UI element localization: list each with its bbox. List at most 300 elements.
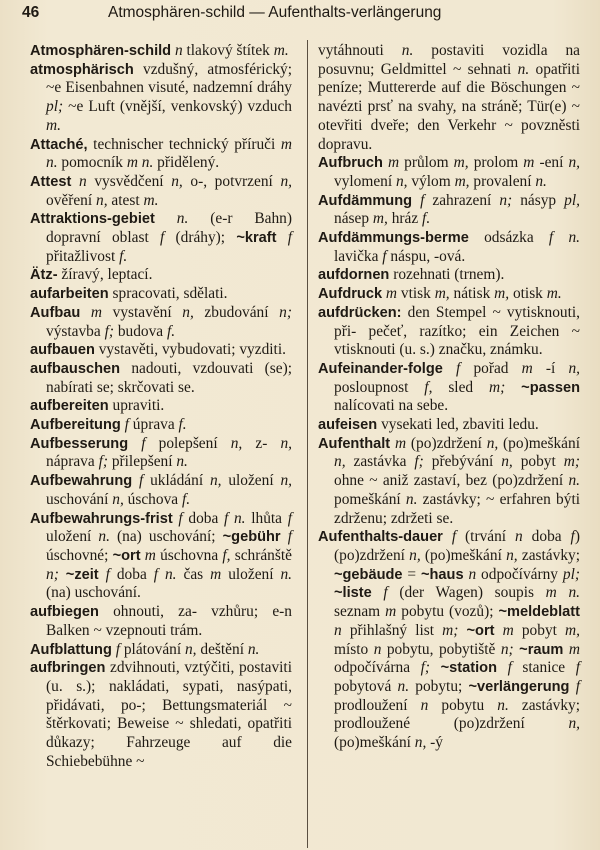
entry-text: tlakový štítek — [182, 42, 274, 59]
entry-text: postaviti vozidla na posuvnu; Geldmittel ~ sehnati — [318, 42, 580, 78]
entry-text — [497, 659, 508, 676]
grammar-label: f, — [222, 546, 231, 564]
dictionary-entry — [318, 360, 580, 416]
grammar-label: m, — [494, 285, 510, 303]
headword: ~ort — [112, 547, 141, 564]
entry-text: plátování — [120, 640, 185, 658]
dictionary-entry — [30, 341, 292, 360]
grammar-label: n, — [395, 172, 408, 190]
entry-text — [128, 435, 141, 452]
headword: aufbauschen — [30, 360, 121, 377]
entry-text: (na) uschování; — [109, 528, 223, 546]
entry-text: doba — [182, 509, 224, 527]
grammar-label: n. — [405, 490, 418, 508]
grammar-label: n. — [497, 696, 509, 714]
page-header — [22, 2, 586, 24]
entry-text — [281, 528, 288, 545]
grammar-label: n. — [517, 60, 530, 78]
dictionary-entry — [30, 266, 292, 285]
grammar-label: f — [451, 528, 457, 546]
grammar-label: f — [383, 584, 388, 602]
grammar-label: m n. — [46, 135, 292, 172]
entry-text: uložení — [46, 528, 99, 546]
headword: aufarbeiten — [30, 286, 109, 303]
dictionary-entry — [318, 285, 580, 304]
entry-text: odsázka — [468, 229, 549, 247]
entry-text: (e-r Bahn) dopravní oblast — [46, 210, 292, 247]
headword: aufbringen — [30, 660, 106, 677]
entry-text: úprava — [128, 416, 179, 434]
entry-text: zahrazení — [424, 191, 500, 209]
dictionary-entry — [30, 641, 292, 660]
entry-text: uložení — [221, 472, 281, 490]
grammar-label: m — [385, 603, 397, 621]
grammar-label: pl; — [562, 565, 580, 583]
grammar-label: f. — [166, 322, 176, 340]
entry-text: pobytu (vozů); — [396, 603, 499, 621]
grammar-label: n. — [176, 453, 188, 471]
entry-text — [443, 360, 456, 377]
grammar-label: f n. — [153, 565, 177, 583]
entry-text: -ení — [534, 154, 569, 172]
entry-text: o-, potvrzení — [182, 172, 281, 190]
entry-text: vysekati led, zbaviti ledu. — [377, 416, 539, 434]
headword: ~kraft — [236, 230, 277, 247]
grammar-label: n. — [401, 42, 414, 59]
grammar-label: f — [141, 434, 146, 452]
grammar-label: m — [523, 154, 535, 172]
entry-text: ohne ~ aniž zastaví, bez (po)zdržení — [334, 472, 569, 490]
dictionary-entry — [318, 304, 580, 360]
grammar-label: m, — [454, 172, 470, 190]
headword: Aufbewahrungs-frist — [30, 510, 173, 527]
entry-text: (na) uschování. — [46, 584, 141, 602]
entry-text — [372, 584, 384, 601]
entry-text: pobytu; — [409, 677, 469, 695]
entry-text: (po)meškání — [420, 546, 507, 564]
grammar-label: m — [394, 434, 407, 452]
entry-text: (dráhy); — [164, 229, 237, 247]
dictionary-entry — [30, 173, 292, 210]
grammar-label: n — [515, 528, 523, 546]
dictionary-entry — [30, 435, 292, 472]
entry-text: lavička — [334, 247, 383, 265]
entry-text: hráz — [387, 210, 423, 228]
grammar-label: n, — [112, 490, 124, 508]
grammar-label: pl; — [46, 98, 64, 116]
grammar-label: f; — [104, 322, 114, 340]
entry-text: (po)zdržení — [406, 434, 487, 452]
grammar-label: f — [507, 659, 512, 677]
entry-text: prodloužení — [334, 696, 421, 714]
grammar-label: m. — [143, 191, 159, 209]
grammar-label: n, — [414, 734, 427, 752]
headword: aufbereiten — [30, 398, 109, 415]
dictionary-entry — [30, 285, 292, 304]
headword: Attest — [30, 173, 72, 190]
grammar-label: n, — [568, 359, 580, 377]
entry-text: násyp — [512, 191, 565, 209]
dictionary-entry — [30, 510, 292, 604]
entry-text: ohnouti, za- vzhůru; e-n Balken ~ vzepnouti trám. — [46, 603, 292, 639]
grammar-label: n, — [486, 434, 499, 452]
entry-text: (po)meškání — [334, 734, 415, 752]
grammar-label: f — [575, 677, 580, 695]
grammar-label: m — [387, 154, 400, 172]
grammar-label: m. — [46, 116, 61, 134]
grammar-label: n, — [171, 172, 183, 190]
grammar-label: f — [575, 659, 580, 677]
headword: Aufeinander-folge — [318, 360, 443, 377]
grammar-label: n — [174, 42, 183, 59]
entry-text: (der Wagen) soupis — [387, 584, 546, 602]
headword: Attaché, — [30, 136, 88, 153]
headword: Aufbau — [30, 304, 81, 321]
entry-text: den Stempel ~ vytisknouti, při- pečeť, razítko; ein Zeichen ~ vtisknouti (u. s.) značku, známku. — [334, 303, 580, 359]
entry-text: vystavění — [102, 303, 183, 321]
headword: Aufblattung — [30, 641, 112, 658]
entry-text: budova — [113, 322, 167, 340]
grammar-label: f, — [424, 378, 433, 396]
grammar-label: f — [287, 229, 292, 247]
entry-text — [495, 622, 503, 639]
entry-text: pomocník — [57, 154, 127, 172]
grammar-label: f; — [414, 453, 424, 471]
grammar-label: m, — [434, 285, 450, 303]
grammar-label: n. — [397, 677, 410, 695]
headword: Aufenthalt — [318, 435, 391, 452]
grammar-label: f — [115, 640, 121, 658]
headword: Aufenthalts-dauer — [318, 529, 443, 546]
dictionary-entry — [318, 416, 580, 435]
dictionary-entry — [318, 154, 580, 191]
headword: Atmosphären-schild — [30, 43, 172, 59]
entry-text: doba — [522, 528, 571, 546]
entry-text: deštění — [196, 640, 248, 658]
grammar-label: f — [456, 359, 461, 377]
entry-text: zdvihnouti, vztýčiti, postaviti (u. s.); nakládati, sypati, nasýpati, přidávati, po-; Bettungsmateriál ~ štěrkovati; Beweise ~ shledati, opatřiti důkazy; Fahrzeuge auf die Schiebebühne ~ — [46, 659, 292, 770]
grammar-label: n. — [568, 472, 580, 490]
grammar-label: n. — [247, 640, 260, 658]
entry-text: zbudování — [193, 303, 280, 321]
grammar-label: f. — [422, 210, 431, 228]
headword: aufbiegen — [30, 604, 99, 621]
entry-text: spracovati, sdělati. — [108, 285, 228, 303]
entry-text: provalení — [469, 172, 536, 190]
entry-text: výstavba — [46, 322, 105, 340]
entry-text: atest — [107, 191, 144, 209]
grammar-label: pl, — [564, 191, 580, 209]
entry-text — [458, 622, 466, 639]
grammar-label: n, — [280, 434, 292, 452]
grammar-label: n — [420, 696, 429, 714]
left-column — [30, 42, 292, 771]
entry-text: nadouti, vzdouvati (se); nabírati se; skrčovati se. — [46, 359, 292, 396]
dictionary-entry — [318, 229, 580, 266]
right-column — [318, 42, 580, 753]
grammar-label: m. — [273, 42, 289, 59]
grammar-label: n. — [535, 172, 547, 190]
grammar-label: f — [124, 416, 129, 434]
grammar-label: m; — [442, 621, 459, 639]
grammar-label: n. — [98, 528, 110, 546]
entry-text: lhůta — [245, 509, 288, 527]
grammar-label: m — [210, 565, 222, 583]
grammar-label: m — [502, 621, 514, 639]
entry-text: polepšení — [145, 434, 231, 452]
grammar-label: n, — [280, 172, 292, 190]
grammar-label: m n. — [545, 584, 580, 602]
entry-text: přihlašný list — [341, 621, 443, 639]
headword: aufdornen — [318, 267, 390, 284]
entry-text: úschovné; — [46, 546, 113, 564]
grammar-label: m; — [489, 378, 506, 396]
entry-text: násep — [334, 210, 373, 228]
grammar-label: f; — [420, 659, 431, 677]
grammar-label: m — [144, 546, 156, 564]
entry-text: -í — [532, 359, 569, 377]
headword: ~passen — [521, 379, 580, 396]
entry-text — [155, 210, 177, 227]
grammar-label: f. — [178, 416, 187, 434]
headword: ~raum — [519, 641, 564, 658]
entry-text: vylomení — [334, 172, 396, 190]
grammar-label: n, — [182, 303, 194, 321]
dictionary-entry — [30, 61, 292, 136]
dictionary-entry — [318, 528, 580, 752]
grammar-label: m — [90, 303, 103, 321]
grammar-label: n, — [568, 154, 580, 172]
grammar-label: f — [178, 509, 183, 527]
dictionary-entry — [318, 192, 580, 229]
grammar-label: n, — [230, 434, 243, 452]
entry-text: sled — [432, 378, 490, 396]
dictionary-entry — [30, 210, 292, 266]
dictionary-entry — [30, 659, 292, 771]
grammar-label: n, — [184, 640, 197, 658]
grammar-label: n; — [46, 565, 59, 583]
entry-text: ukládání — [143, 472, 210, 490]
entry-text — [71, 173, 79, 190]
grammar-label: n; — [499, 191, 513, 209]
entry-text: pobytová — [334, 677, 398, 695]
grammar-label: n, — [409, 546, 421, 564]
entry-text: opatřiti peníze; Muttererde auf die Böschungen ~ navézti prsť na svahy, na stráně; Tür(e) ~ otevřiti dveře; den Verkehr ~ povzněsti dopravu. — [318, 60, 580, 153]
headword: Aufbruch — [318, 155, 383, 172]
entry-text: zastávky; ~ erfahren býti zdrženu; zdržeti se. — [334, 490, 580, 527]
headword: aufbauen — [30, 342, 95, 359]
entry-text: pobyt — [513, 621, 566, 639]
dictionary-entry — [30, 136, 292, 173]
dictionary-entry — [30, 397, 292, 416]
grammar-label: f. — [181, 490, 191, 508]
grammar-label: f — [159, 229, 165, 247]
entry-text — [412, 192, 420, 209]
headword: Aufdämmung — [318, 192, 413, 209]
entry-text: odpočívárna — [334, 659, 421, 677]
entry-text: zastávka — [345, 453, 415, 471]
headword: Ätz- — [30, 267, 58, 284]
entry-text: doba — [109, 565, 154, 583]
entry-text: vysvědčení — [86, 172, 172, 190]
headword: atmosphärisch — [30, 61, 134, 78]
entry-text: úschova — [123, 490, 182, 508]
entry-text: stanice — [511, 659, 576, 677]
entry-text: odpočívárny — [476, 565, 563, 583]
entry-text: přitažlivost — [46, 247, 120, 265]
entry-text: přilepšení — [107, 453, 177, 471]
page-number: 46 — [22, 4, 40, 21]
entry-text: náspu, -ová. — [386, 247, 466, 265]
headword: Attraktions-gebiet — [30, 211, 155, 228]
entry-text: náprava — [46, 453, 99, 471]
grammar-label: n, — [209, 472, 222, 490]
grammar-label: f — [570, 528, 575, 546]
dictionary-entry — [30, 304, 292, 341]
headword: ~zeit — [65, 566, 99, 583]
grammar-label: f — [224, 509, 229, 527]
grammar-label: n, — [334, 453, 346, 471]
entry-text: přidělený. — [153, 154, 220, 172]
grammar-label: m — [521, 359, 533, 377]
grammar-label: m n. — [126, 154, 154, 172]
entry-text: (po)meškání — [498, 434, 580, 452]
entry-text: uložení — [221, 565, 281, 583]
grammar-label: m. — [546, 285, 562, 303]
entry-text: -ý — [426, 734, 443, 752]
dictionary-entry — [318, 42, 580, 154]
dictionary-entry — [318, 266, 580, 285]
entry-text: seznam — [334, 603, 386, 621]
headword: aufdrücken: — [318, 304, 402, 321]
headword: ~verlängerung — [468, 678, 570, 695]
entry-text: nátisk — [449, 285, 495, 303]
grammar-label: n. — [176, 210, 189, 228]
grammar-label: n — [79, 172, 87, 190]
entry-text: zastávky; — [517, 546, 580, 564]
headword: Aufbesserung — [30, 435, 129, 452]
dictionary-entry — [30, 360, 292, 397]
entry-text: = — [402, 565, 421, 583]
entry-text: (trvání — [456, 528, 516, 546]
entry-text: vtisk — [397, 285, 435, 303]
grammar-label: f — [382, 247, 387, 265]
grammar-label: f — [139, 472, 144, 490]
entry-text: pomeškání — [334, 490, 406, 508]
entry-text — [430, 659, 441, 676]
entry-text: místo — [334, 640, 374, 658]
entry-text — [80, 304, 91, 321]
entry-text: schránště — [230, 546, 292, 564]
headword: ~meldeblatt — [498, 604, 580, 621]
entry-text: technischer technický příruči — [87, 135, 281, 153]
headword: Aufdämmungs-berme — [318, 230, 469, 247]
grammar-label: n. — [280, 565, 292, 583]
entry-text — [505, 379, 521, 396]
grammar-label: m, — [453, 154, 469, 172]
grammar-label: m, — [372, 210, 388, 228]
entry-text: úschovna — [155, 546, 223, 564]
headword: ~gebäude — [334, 566, 403, 583]
entry-text: nalícovati na sebe. — [334, 397, 449, 415]
grammar-label: m — [568, 640, 580, 658]
headword: ~haus — [420, 566, 464, 583]
dictionary-entry — [30, 603, 292, 640]
grammar-label: f — [420, 191, 425, 209]
grammar-label: f n. — [548, 229, 580, 247]
entry-text: vystavěti, vybudovati; vyzditi. — [94, 341, 286, 359]
grammar-label: f — [105, 565, 110, 583]
entry-text: zastávky; prodloužené (po)zdržení — [334, 696, 581, 733]
grammar-label: f — [287, 528, 292, 546]
grammar-label: m; — [563, 453, 580, 471]
dictionary-entry — [30, 472, 292, 509]
entry-text: posloupnost — [334, 378, 425, 396]
grammar-label: n, — [506, 546, 518, 564]
entry-text: ~e Luft (vnější, venkovský) vzduch — [63, 98, 292, 116]
grammar-label: n; — [500, 640, 514, 658]
running-head: Atmosphären-schild — Aufenthalts-verlängerung — [108, 4, 442, 21]
entry-text: vzdušný, atmosférický; ~e Eisenbahnen visuté, nadzemní dráhy — [46, 60, 292, 97]
entry-text: pobytu, pobytiště — [381, 640, 501, 658]
grammar-label: f — [287, 509, 292, 527]
entry-text — [132, 472, 139, 489]
entry-text: ověření — [46, 191, 96, 209]
headword: ~station — [440, 660, 497, 677]
grammar-label: n — [373, 640, 382, 658]
entry-text: přebývání — [423, 453, 502, 471]
grammar-label: m, — [565, 621, 580, 639]
grammar-label: f. — [119, 247, 128, 265]
entry-text — [443, 528, 452, 545]
entry-text: z- — [242, 434, 281, 452]
entry-text: vytáhnouti — [318, 42, 402, 59]
grammar-label: m — [385, 285, 398, 303]
entry-text: rozehnati (trnem). — [389, 266, 505, 284]
dictionary-entry — [318, 435, 580, 529]
headword: aufeisen — [318, 417, 378, 434]
grammar-label: f; — [98, 453, 108, 471]
entry-text: čas — [176, 565, 211, 583]
entry-text: upraviti. — [108, 397, 165, 415]
grammar-label: n — [334, 621, 342, 639]
grammar-label: n, — [501, 453, 513, 471]
headword: Aufbewahrung — [30, 473, 133, 490]
grammar-label: n, — [96, 191, 108, 209]
headword: ~gebühr — [222, 529, 281, 546]
dictionary-entry — [30, 416, 292, 435]
entry-text: ) (po)zdržení — [334, 528, 580, 564]
dictionary-entry — [30, 42, 292, 61]
headword: ~liste — [334, 585, 372, 602]
entry-text — [99, 566, 106, 583]
entry-text: otisk — [509, 285, 547, 303]
entry-text — [59, 566, 66, 583]
entry-text — [276, 229, 287, 246]
grammar-label: n, — [280, 472, 292, 490]
entry-text: prolom — [468, 154, 524, 172]
column-divider — [307, 40, 308, 848]
headword: ~ort — [466, 622, 495, 639]
grammar-label: n, — [568, 715, 580, 733]
entry-text: pobyt — [512, 453, 564, 471]
entry-text: výlom — [407, 172, 455, 190]
entry-text: pobytu — [428, 696, 498, 714]
headword: Aufdruck — [318, 286, 383, 303]
entry-text: žíravý, leptací. — [57, 266, 153, 284]
entry-text: uschování — [46, 490, 113, 508]
grammar-label: n; — [279, 303, 292, 321]
